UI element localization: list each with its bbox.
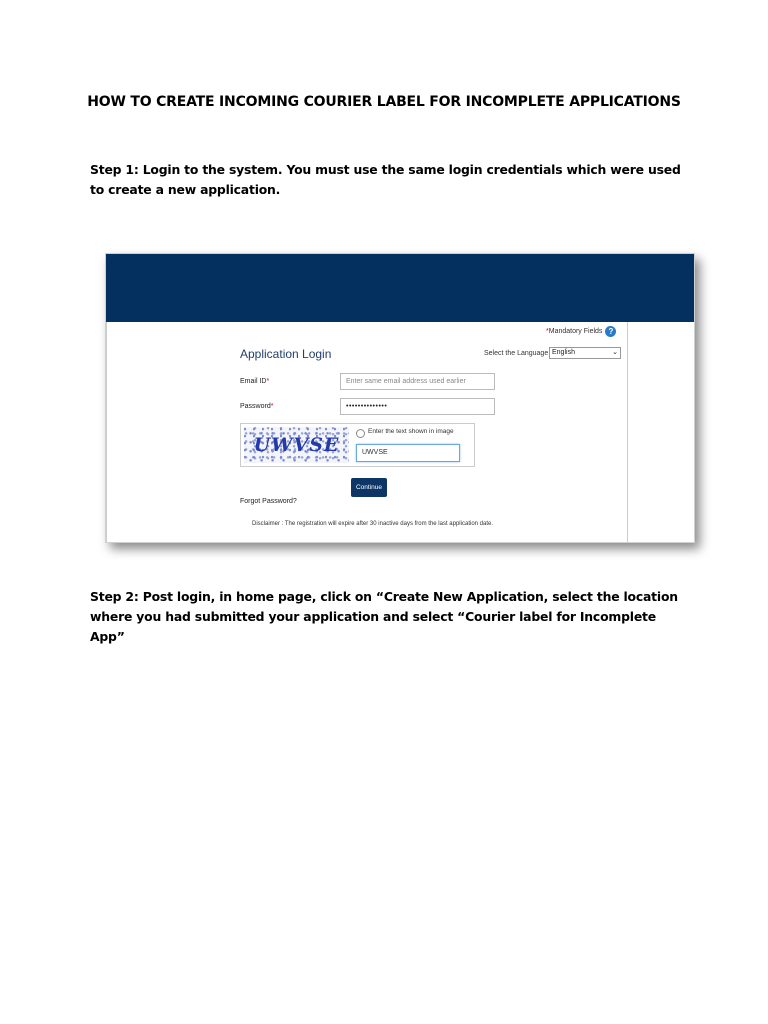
password-field[interactable]: •••••••••••••• [340,398,495,415]
language-label: Select the Language [484,350,549,357]
mandatory-fields-note [546,326,616,337]
language-value: English [552,349,575,356]
email-label-text: Email ID [240,378,267,385]
login-title: Application Login [240,347,332,361]
required-marker: * [266,378,270,385]
document-title: HOW TO CREATE INCOMING COURIER LABEL FOR INCOMPLETE APPLICATIONS [87,94,681,110]
mandatory-fields-label: Mandatory Fields [548,328,603,335]
continue-button[interactable]: Continue [351,478,387,497]
refresh-icon[interactable] [356,429,365,438]
language-select[interactable] [549,347,621,359]
password-label [240,403,273,410]
required-marker: * [546,328,549,335]
chevron-down-icon: ⌄ [612,349,618,356]
password-label-text: Password [240,403,271,410]
email-field[interactable]: Enter same email address used earlier [340,373,495,390]
step-2-text: Step 2: Post login, in home page, click on “Create New Application, select the location where you had submitted your application and select “Courier label for Incomplete App” [90,589,678,644]
forgot-password-link[interactable]: Forgot Password? [240,498,297,505]
left-divider [106,322,107,542]
captcha-hint: Enter the text shown in image [368,428,454,435]
login-screenshot [105,253,695,543]
disclaimer-text: Disclaimer : The registration will expire after 30 inactive days from the last application date. [252,521,493,527]
captcha-image: UWVSE [244,427,349,463]
captcha-box [240,423,475,467]
step-1-text: Step 1: Login to the system. You must use the same login credentials which were used to create a new application. [90,162,681,197]
captcha-input[interactable]: UWVSE [356,444,460,462]
required-marker: * [270,403,274,410]
right-divider [627,322,628,542]
header-banner [106,254,694,322]
help-icon[interactable]: ? [605,326,616,337]
email-label [240,378,269,385]
